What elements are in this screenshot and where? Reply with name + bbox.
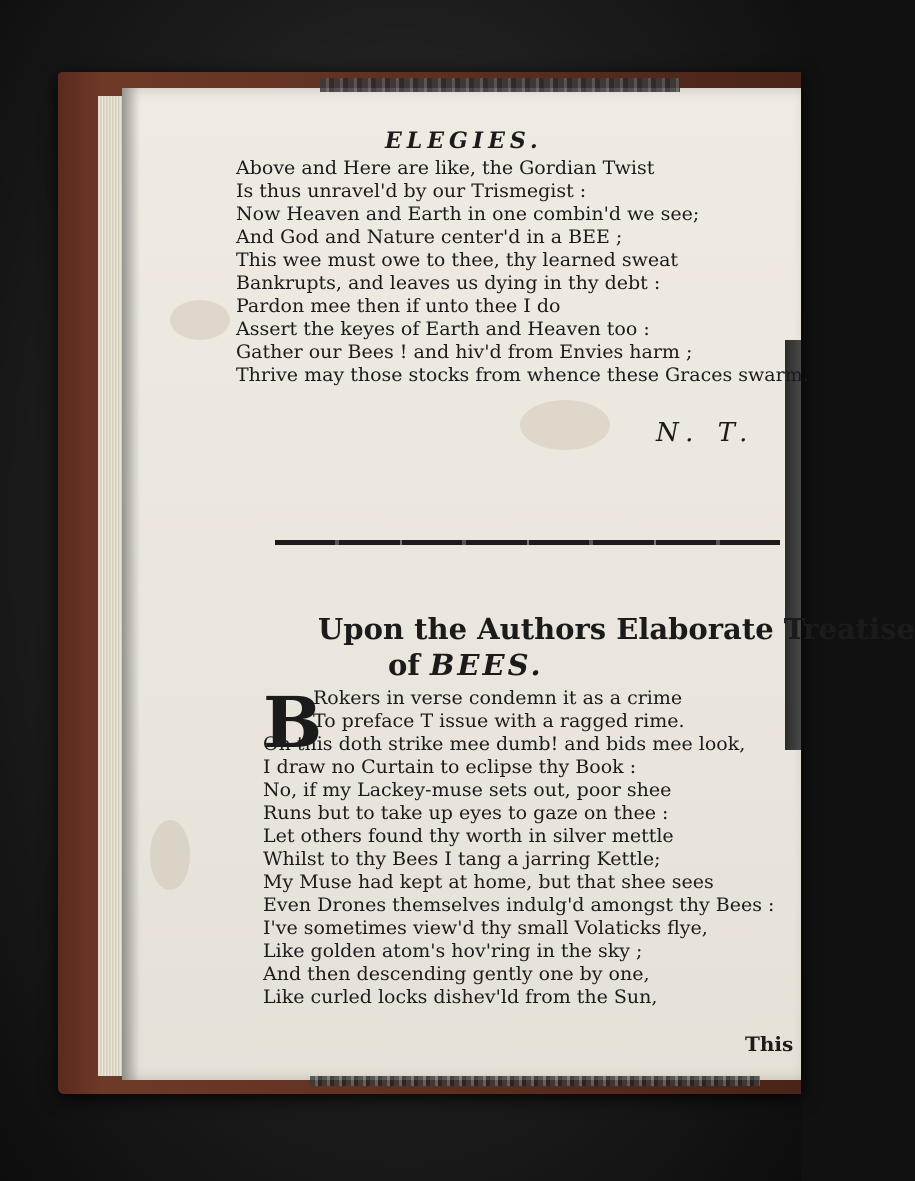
bookmark-strip — [785, 340, 801, 750]
section-title: Upon the Authors Elaborate Treatise — [318, 612, 915, 646]
poem-line: I've sometimes view'd thy small Volaticks flye, — [263, 917, 708, 939]
poem-line: Thrive may those stocks from whence these Graces swarm. — [236, 364, 809, 386]
drop-cap-lines — [313, 687, 685, 733]
poem-line: Assert the keyes of Earth and Heaven too : — [236, 318, 650, 340]
section-rule — [275, 540, 780, 545]
poem-line: Let others found thy worth in silver mettle — [263, 825, 674, 847]
poem-line: And then descending gently one by one, — [263, 963, 650, 985]
poem-line: Runs but to take up eyes to gaze on thee : — [263, 802, 669, 824]
poem-line: Whilst to thy Bees I tang a jarring Kettle; — [263, 848, 661, 870]
section-subtitle — [388, 647, 544, 683]
poem-line: I draw no Curtain to eclipse thy Book : — [263, 756, 637, 778]
poem-line: Above and Here are like, the Gordian Twist — [236, 157, 655, 179]
elegy-poem — [236, 157, 809, 387]
poem-line: Rokers in verse condemn it as a crime — [313, 687, 683, 709]
bottom-binding-decoration — [310, 1076, 760, 1086]
page-edges — [98, 96, 124, 1076]
poem-line: My Muse had kept at home, but that shee sees — [263, 871, 714, 893]
poem-line: And God and Nature center'd in a BEE ; — [236, 226, 623, 248]
top-binding-decoration — [320, 78, 680, 92]
spine-shadow — [122, 88, 140, 1080]
poem-line: Like golden atom's hov'ring in the sky ; — [263, 940, 643, 962]
poem-line: Now Heaven and Earth in one combin'd we see; — [236, 203, 700, 225]
poem-line: Bankrupts, and leaves us dying in thy debt : — [236, 272, 661, 294]
poem-line: Oh this doth strike mee dumb! and bids mee look, — [263, 733, 746, 755]
poem-line: This wee must owe to thee, thy learned sweat — [236, 249, 679, 271]
drop-cap: B — [263, 681, 323, 764]
subtitle-bees: BEES. — [429, 648, 544, 682]
author-signature: N. T. — [656, 418, 756, 448]
poem-line: Gather our Bees ! and hiv'd from Envies harm ; — [236, 341, 693, 363]
poem-line: Even Drones themselves indulg'd amongst thy Bees : — [263, 894, 775, 916]
catchword: This — [745, 1032, 794, 1056]
poem-line: To preface T issue with a ragged rime. — [313, 710, 685, 732]
poem-line: Like curled locks dishev'ld from the Sun, — [263, 986, 658, 1008]
poem-line: Pardon mee then if unto thee I do — [236, 295, 561, 317]
poem-line: Is thus unravel'd by our Trismegist : — [236, 180, 587, 202]
foxing-spot — [520, 400, 610, 450]
treatise-poem — [263, 733, 774, 1009]
foxing-spot — [170, 300, 230, 340]
poem-line: No, if my Lackey-muse sets out, poor shee — [263, 779, 672, 801]
foxing-spot — [150, 820, 190, 890]
running-head: ELEGIES. — [385, 128, 543, 154]
subtitle-of: of — [388, 648, 430, 682]
